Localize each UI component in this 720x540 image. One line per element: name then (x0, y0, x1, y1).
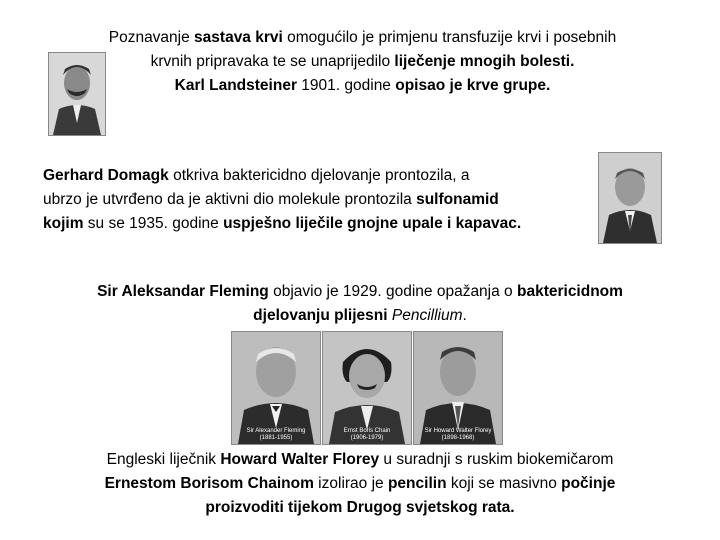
bold-span: baktericidnom (516, 283, 623, 300)
text-span: su se 1935. godine (83, 215, 224, 232)
section1-text (55, 26, 670, 98)
text-span: . (462, 307, 467, 324)
section4-text (40, 448, 680, 520)
chain-caption (323, 428, 411, 442)
text-span: otkriva baktericidno djelovanje prontozila, a (168, 167, 470, 184)
bold-span: počinje (561, 475, 616, 492)
bold-span: sulfonamid (416, 191, 499, 208)
section2-line3 (43, 212, 603, 236)
fleming-caption (232, 428, 320, 442)
section1-line3 (55, 74, 670, 98)
chain-years: (1906-1979) (350, 435, 384, 441)
bold-span: Gerhard Domagk (43, 167, 169, 184)
text-span: koji se masivno (446, 475, 562, 492)
text-span: objavio je 1929. godine opažanja o (268, 283, 517, 300)
domagk-portrait (598, 152, 662, 244)
bold-span: Sir Aleksandar Fleming (97, 283, 269, 300)
section4-line2 (40, 472, 680, 496)
text-span: u suradnji s ruskim biokemičarom (379, 451, 614, 468)
chain-portrait (322, 331, 412, 445)
fleming-name: Sir Alexander Fleming (246, 428, 306, 434)
section2-text (43, 164, 603, 236)
bold-span: Karl Landsteiner (174, 77, 297, 94)
chain-name: Ernst Boris Chain (343, 428, 391, 434)
text-span: Poznavanje (108, 29, 195, 46)
text-span: 1901. godine (296, 77, 396, 94)
section1-line1 (55, 26, 670, 50)
section4-line1 (40, 448, 680, 472)
bold-span: uspješno liječile gnojne upale i kapavac. (223, 215, 522, 232)
bold-span: liječenje mnogih bolesti. (394, 53, 575, 70)
text-span: Engleski liječnik (106, 451, 221, 468)
florey-name: Sir Howard Walter Florey (424, 428, 492, 434)
bold-span: djelovanju plijesni (253, 307, 388, 324)
fleming-years: (1881-1955) (259, 435, 293, 441)
text-span: omogućilo je primjenu transfuzije krvi i posebnih (282, 29, 617, 46)
text-span: ubrzo je utvrđeno da je aktivni dio molekule prontozila (43, 191, 417, 208)
section3-line1 (40, 280, 680, 304)
florey-portrait (413, 331, 503, 445)
section2-line2 (43, 188, 603, 212)
text-span: izolirao je (313, 475, 388, 492)
bold-span: Ernestom Borisom Chainom (104, 475, 314, 492)
section3-line2 (40, 304, 680, 328)
text-span: krvnih pripravaka te se unaprijedilo (150, 53, 395, 70)
florey-caption (414, 428, 502, 442)
section1-line2 (55, 50, 670, 74)
bold-span: Howard Walter Florey (220, 451, 380, 468)
bold-span: kojim (43, 215, 84, 232)
section3-text (40, 280, 680, 328)
bold-span: proizvoditi tijekom Drugog svjetskog rata. (205, 499, 515, 516)
italic-span: Pencillium (391, 307, 463, 324)
domagk-portrait-image (599, 153, 661, 243)
bold-span: pencilin (387, 475, 447, 492)
section2-line1 (43, 164, 603, 188)
bold-span: opisao je krve grupe. (395, 77, 551, 94)
florey-years: (1898-1968) (441, 435, 475, 441)
section4-line3 (40, 496, 680, 520)
bold-span: sastava krvi (194, 29, 283, 46)
fleming-portrait (231, 331, 321, 445)
